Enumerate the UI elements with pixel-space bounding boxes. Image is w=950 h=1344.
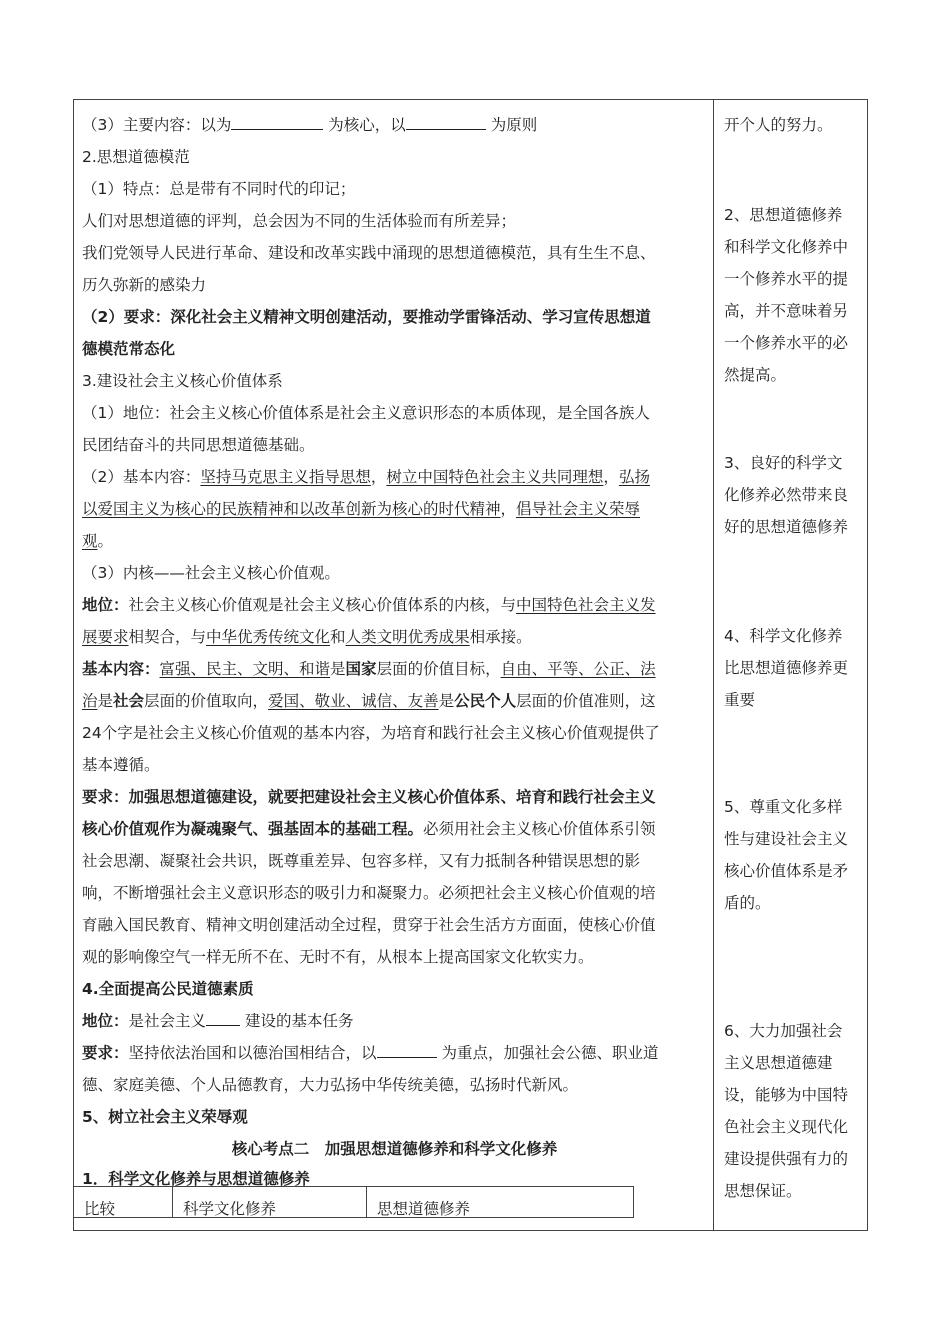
statement-2: 一个修养水平的必 [724,334,849,352]
text-line: 社会思潮、凝聚社会共识，既尊重差异、包容多样，又有力抵制各种错误思想的影 [82,852,641,870]
text-line: （2）基本内容：坚持马克思主义指导思想，树立中国特色社会主义共同理想，弘扬 [82,468,650,486]
heading-comparison: 1．科学文化修养与思想道德修养 [82,1170,310,1188]
text-line: 地位：社会主义核心价值观是社会主义核心价值体系的内核，与中国特色社会主义发 [82,596,656,614]
line-main-content: （3）主要内容：以为 为核心，以 为原则 [82,116,538,134]
text-line: 响，不断增强社会主义意识形态的吸引力和凝聚力。必须把社会主义核心价值观的培 [82,884,656,902]
heading-honor-view: 5、树立社会主义荣辱观 [82,1108,248,1126]
table-header-cell: 比较 [74,1187,173,1217]
text-line: 核心价值观作为凝魂聚气、强基固本的基础工程。必须用社会主义核心价值体系引领 [82,820,656,838]
text-line: 观的影响像空气一样无所不在、无时不有，从根本上提高国家文化软实力。 [82,948,594,966]
text-line: 历久弥新的感染力 [82,276,207,294]
text-line: 人们对思想道德的评判，总会因为不同的生活体验而有所差异； [82,212,517,230]
text-line: 基本内容：富强、民主、文明、和谐是国家层面的价值目标，自由、平等、公正、法 [82,660,656,678]
statement-3: 好的思想道德修养 [724,518,849,536]
statement-6: 思想保证。 [724,1182,802,1200]
statement-2: 高，并不意味着另 [724,302,849,320]
statement-6: 设，能够为中国特 [724,1086,849,1104]
text-line: 要求：坚持依法治国和以德治国相结合，以 为重点，加强社会公德、职业道 [82,1044,659,1062]
statement-5: 盾的。 [724,894,771,912]
right-text: 开个人的努力。 [724,116,833,134]
text-line-bold: （2）要求：深化社会主义精神文明创建活动，要推动学雷锋活动、学习宣传思想道 [82,308,651,326]
text-line: （3）内核——社会主义核心价值观。 [82,564,340,582]
text-line: 基本遵循。 [82,756,160,774]
table-header-cell: 科学文化修养 [173,1187,367,1217]
text-line: 我们党领导人民进行革命、建设和改革实践中涌现的思想道德模范，具有生生不息、 [82,244,656,262]
text-line: 德、家庭美德、个人品德教育，大力弘扬中华传统美德，弘扬时代新风。 [82,1076,579,1094]
text-line-bold: 德模范常态化 [82,340,176,358]
comparison-table [73,1186,634,1218]
statement-2: 然提高。 [724,366,787,384]
fill-blank[interactable] [231,115,323,130]
text-line: 育融入国民教育、精神文明创建活动全过程，贯穿于社会生活方方面面，使核心价值 [82,916,656,934]
text-line: 24个字是社会主义核心价值观的基本内容，为培育和践行社会主义核心价值观提供了 [82,724,660,742]
text-line-bold: 要求：加强思想道德建设，就要把建设社会主义核心价值体系、培育和践行社会主义 [82,788,656,806]
statement-6: 建设提供强有力的 [724,1150,849,1168]
statement-4: 重要 [724,691,756,709]
statement-6: 主义思想道德建 [724,1054,833,1072]
text-line: 以爱国主义为核心的民族精神和以改革创新为核心的时代精神，倡导社会主义荣辱 [82,500,641,518]
statement-4: 比思想道德修养更 [724,659,849,677]
statement-3: 化修养必然带来良 [724,486,849,504]
heading-citizen-morality: 4.全面提高公民道德素质 [82,980,254,998]
text-line: 地位：是社会主义 建设的基本任务 [82,1012,354,1030]
text-line: 观。 [82,532,114,550]
statement-2: 和科学文化修养中 [724,238,849,256]
heading-moral-models: 2.思想道德模范 [82,148,190,166]
statement-3: 3、良好的科学文 [724,454,843,472]
text-line: 民团结奋斗的共同思想道德基础。 [82,436,315,454]
section-title: 核心考点二 加强思想道德修养和科学文化修养 [231,1140,558,1158]
statement-5: 5、尊重文化多样 [724,798,843,816]
fill-blank[interactable] [206,1011,240,1026]
statement-6: 6、大力加强社会 [724,1022,843,1040]
text-line: 治是社会层面的价值取向，爱国、敬业、诚信、友善是公民个人层面的价值准则，这 [82,692,656,710]
statement-2: 一个修养水平的提 [724,270,849,288]
statement-6: 色社会主义现代化 [724,1118,849,1136]
statement-4: 4、科学文化修养 [724,627,843,645]
column-divider [713,99,714,1231]
heading-core-value-system: 3.建设社会主义核心价值体系 [82,372,283,390]
statement-5: 核心价值体系是矛 [724,862,849,880]
fill-blank[interactable] [406,115,486,130]
table-header-cell: 思想道德修养 [377,1200,471,1218]
text-line: （1）特点：总是带有不同时代的印记； [82,180,356,198]
fill-blank[interactable] [377,1043,437,1058]
statement-5: 性与建设社会主义 [724,830,849,848]
statement-2: 2、思想道德修养 [724,206,843,224]
text-line: 展要求相契合，与中华优秀传统文化和人类文明优秀成果相承接。 [82,628,532,646]
text-line: （1）地位：社会主义核心价值体系是社会主义意识形态的本质体现，是全国各族人 [82,404,650,422]
